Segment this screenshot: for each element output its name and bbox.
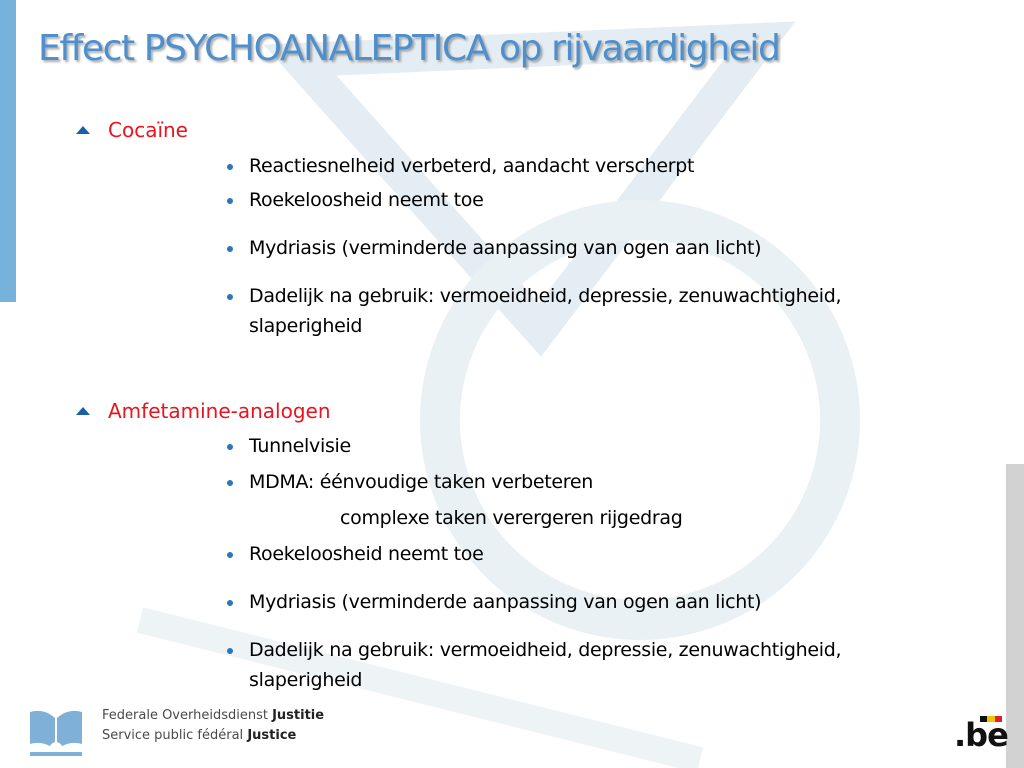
list-item: Roekeloosheid neemt toe (249, 189, 484, 211)
dot-bullet-icon (227, 198, 233, 204)
dot-bullet-icon (227, 246, 233, 252)
list-item-continuation: complexe taken verergeren rijgedrag (340, 507, 683, 529)
list-item-continuation: slaperigheid (249, 315, 363, 337)
be-domain-logo: .be (954, 716, 1008, 754)
section-heading-cocaine: Cocaïne (108, 118, 188, 142)
dot-bullet-icon (227, 294, 233, 300)
list-item: Mydriasis (verminderde aanpassing van ogen aan licht) (249, 237, 762, 259)
fod-justitie-logo-icon (28, 708, 84, 756)
right-accent-bar (1006, 464, 1024, 768)
dot-bullet-icon (227, 480, 233, 486)
dot-bullet-icon (227, 164, 233, 170)
section-heading-amfetamine: Amfetamine-analogen (108, 399, 331, 423)
footer-line-dutch: Federale Overheidsdienst Justitie (102, 708, 325, 723)
list-item: Dadelijk na gebruik: vermoeidheid, depressie, zenuwachtigheid, (249, 639, 842, 661)
triangle-bullet-icon (76, 126, 90, 134)
list-item: Mydriasis (verminderde aanpassing van ogen aan licht) (249, 591, 762, 613)
footer-line-french: Service public fédéral Justice (102, 728, 297, 743)
dot-bullet-icon (227, 600, 233, 606)
list-item: Tunnelvisie (249, 435, 351, 457)
list-item: Reactiesnelheid verbeterd, aandacht verscherpt (249, 155, 695, 177)
dot-bullet-icon (227, 648, 233, 654)
dot-bullet-icon (227, 552, 233, 558)
triangle-bullet-icon (76, 407, 90, 415)
list-item: Dadelijk na gebruik: vermoeidheid, depressie, zenuwachtigheid, (249, 285, 842, 307)
dot-bullet-icon (227, 444, 233, 450)
list-item: Roekeloosheid neemt toe (249, 543, 484, 565)
list-item: MDMA: éénvoudige taken verbeteren (249, 471, 594, 493)
list-item-continuation: slaperigheid (249, 669, 363, 691)
slide-title: Effect PSYCHOANALEPTICA op rijvaardigheid (38, 28, 780, 69)
left-accent-bar (0, 0, 16, 302)
